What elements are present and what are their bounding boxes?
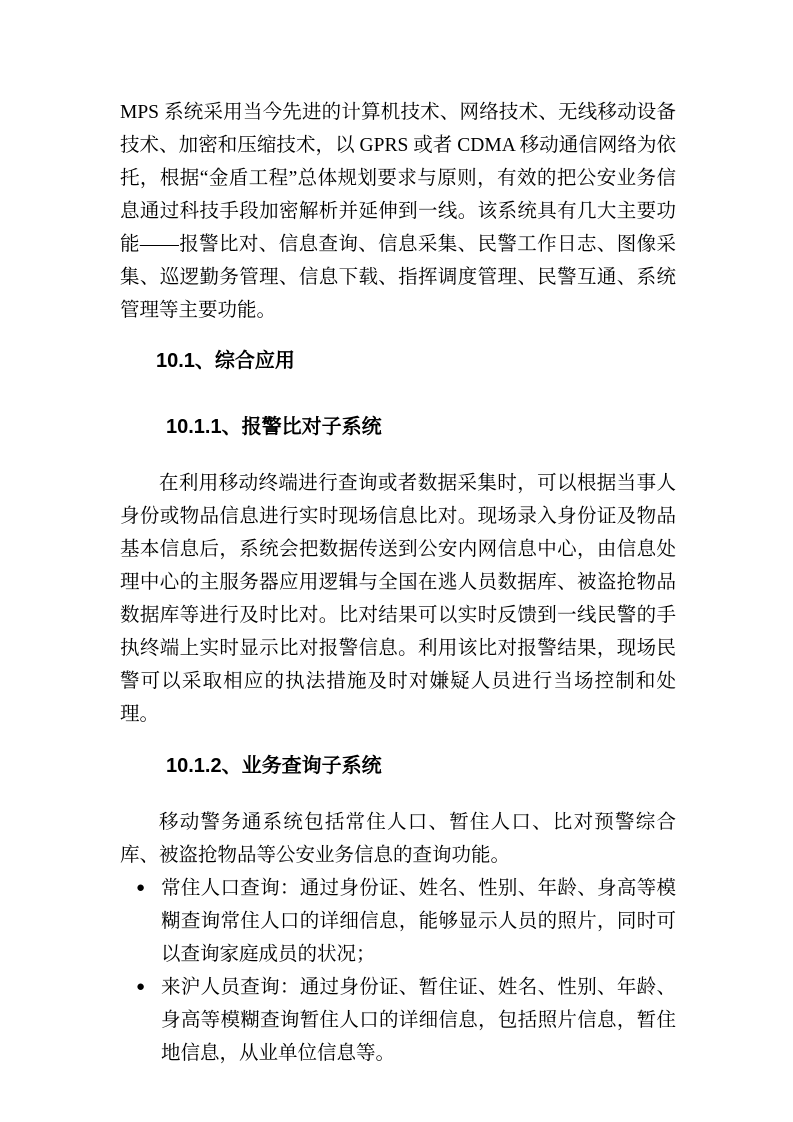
list-item xyxy=(120,872,676,971)
bullet-icon: ● xyxy=(136,979,146,995)
list-item-text: 常住人口查询：通过身份证、姓名、性别、年龄、身高等模糊查询常住人口的详细信息，能够显示人员的照片，同时可以查询家庭成员的状况； xyxy=(161,878,676,965)
list-item-text: 来沪人员查询：通过身份证、暂住证、姓名、性别、年龄、身高等模糊查询暂住人口的详细信息，包括照片信息，暂住地信息，从业单位信息等。 xyxy=(161,977,676,1064)
subsection-heading-10-1-1: 10.1.1、报警比对子系统 xyxy=(166,416,382,438)
section-heading-10-1: 10.1、综合应用 xyxy=(156,350,295,372)
subsection-10-1-1-body: 在利用移动终端进行查询或者数据采集时，可以根据当事人身份或物品信息进行实时现场信息比对。现场录入身份证及物品基本信息后，系统会把数据传送到公安内网信息中心，由信息处理中心的主服务器应用逻辑与全国在逃人员数据库、被盗抢物品数据库等进行及时比对。比对结果可以实时反馈到一线民警的手执终端上实时显示比对报警信息。利用该比对报警结果，现场民警可以采取相应的执法措施及时对嫌疑人员进行当场控制和处理。 xyxy=(120,473,676,725)
subsection-10-1-2-body: 移动警务通系统包括常住人口、暂住人口、比对预警综合库、被盗抢物品等公安业务信息的查询功能。 xyxy=(120,812,676,866)
subsection-heading-10-1-2: 10.1.2、业务查询子系统 xyxy=(166,755,382,777)
query-feature-list xyxy=(120,872,676,1070)
bullet-icon: ● xyxy=(136,880,146,896)
intro-paragraph: MPS 系统采用当今先进的计算机技术、网络技术、无线移动设备技术、加密和压缩技术，以 GPRS 或者 CDMA 移动通信网络为依托，根据“金盾工程”总体规划要求与原则，有效的把公安业务信息通过科技手段加密解析并延伸到一线。该系统具有几大主要功能——报警比对、信息查询、信息采集、民警工作日志、图像采集、巡逻勤务管理、信息下载、指挥调度管理、民警互通、系统管理等主要功能。 xyxy=(120,102,676,321)
list-item xyxy=(120,971,676,1070)
